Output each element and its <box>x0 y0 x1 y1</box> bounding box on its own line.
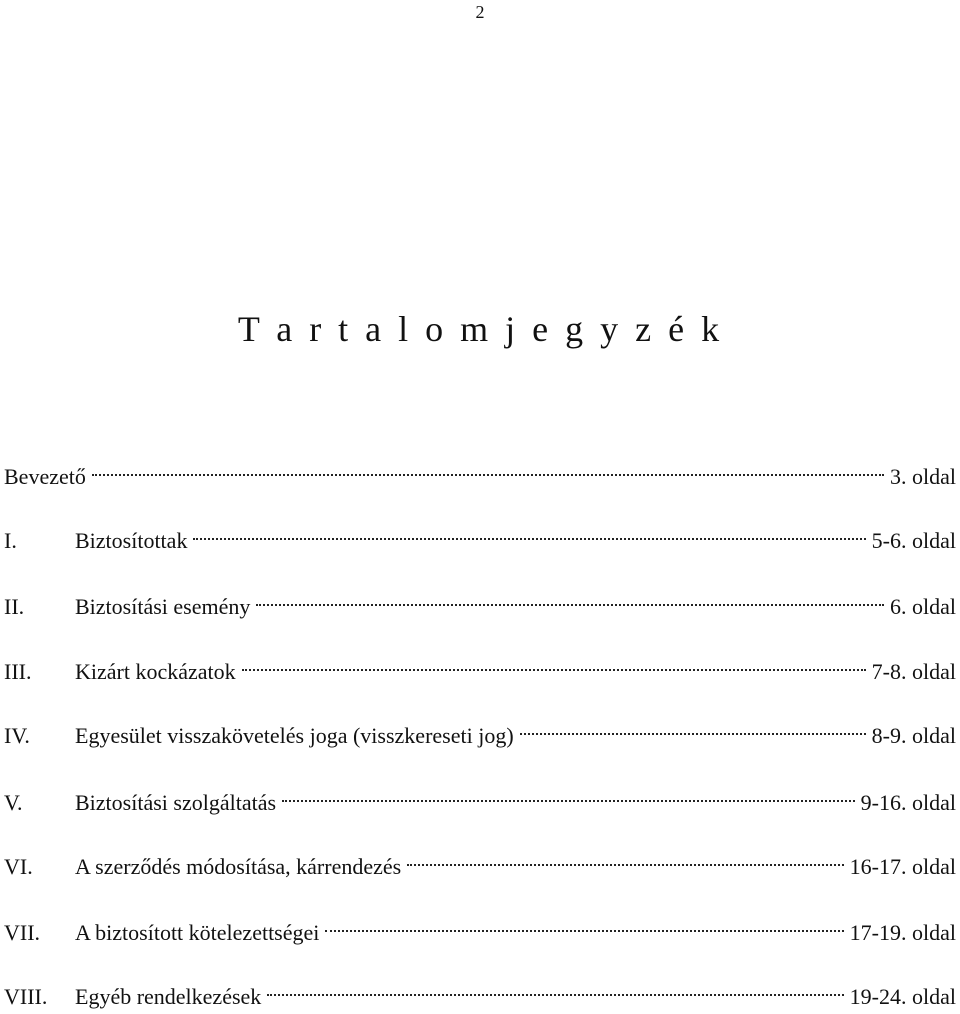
toc-entry-page: 5-6. oldal <box>871 528 956 553</box>
toc-entry-number: VII. <box>4 920 41 945</box>
toc-entry-label: Egyéb rendelkezések <box>75 984 262 1009</box>
toc-entry-page: 9-16. oldal <box>860 790 956 815</box>
toc-entry-label: Egyesület visszakövetelés joga (visszkereseti jog) <box>75 723 514 748</box>
toc-entry-label: Biztosítási esemény <box>75 594 251 619</box>
dot-leader <box>325 906 843 940</box>
toc-entry-label: Biztosítottak <box>75 528 188 553</box>
toc-entry-8[interactable] <box>0 970 956 1009</box>
toc-entry-number: IV. <box>4 723 30 748</box>
dot-leader <box>407 840 843 874</box>
toc-entry-3[interactable] <box>0 645 956 684</box>
dot-leader <box>520 709 866 743</box>
toc-entry-1[interactable] <box>0 514 956 553</box>
toc-entry-label: Kizárt kockázatok <box>75 659 236 684</box>
toc-entry-page: 16-17. oldal <box>849 854 956 879</box>
toc-entry-label: Biztosítási szolgáltatás <box>75 790 277 815</box>
toc-entry-page: 19-24. oldal <box>849 984 956 1009</box>
toc-entry-page: 3. oldal <box>890 464 956 489</box>
toc-entry-4[interactable] <box>0 709 956 748</box>
toc-entry-number: II. <box>4 594 25 619</box>
toc-title: T a r t a l o m j e g y z é k <box>237 309 723 349</box>
dot-leader <box>92 450 884 484</box>
toc-entry-number: VI. <box>4 854 33 879</box>
dot-leader <box>242 645 866 679</box>
toc-entry-label: Bevezető <box>4 464 86 489</box>
page-number: 2 <box>475 2 485 22</box>
dot-leader <box>256 580 884 614</box>
toc-entry-5[interactable] <box>0 776 956 815</box>
dot-leader <box>282 776 855 810</box>
toc-entry-label: A biztosított kötelezettségei <box>75 920 320 945</box>
toc-entry-6[interactable] <box>0 840 956 879</box>
toc-entry-page: 8-9. oldal <box>871 723 956 748</box>
toc-entry-number: VIII. <box>4 984 48 1009</box>
toc-entry-2[interactable] <box>0 580 956 619</box>
toc-entry-page: 17-19. oldal <box>849 920 956 945</box>
toc-entry-page: 7-8. oldal <box>871 659 956 684</box>
dot-leader <box>267 970 843 1004</box>
toc-entry-label: A szerződés módosítása, kárrendezés <box>75 854 402 879</box>
toc-entry-number: V. <box>4 790 23 815</box>
toc-entry-page: 6. oldal <box>890 594 956 619</box>
dot-leader <box>193 514 865 548</box>
toc-entry-number: III. <box>4 659 32 684</box>
toc-entry-7[interactable] <box>0 906 956 945</box>
toc-entry-intro[interactable] <box>0 450 956 489</box>
toc-entry-number: I. <box>4 528 17 553</box>
